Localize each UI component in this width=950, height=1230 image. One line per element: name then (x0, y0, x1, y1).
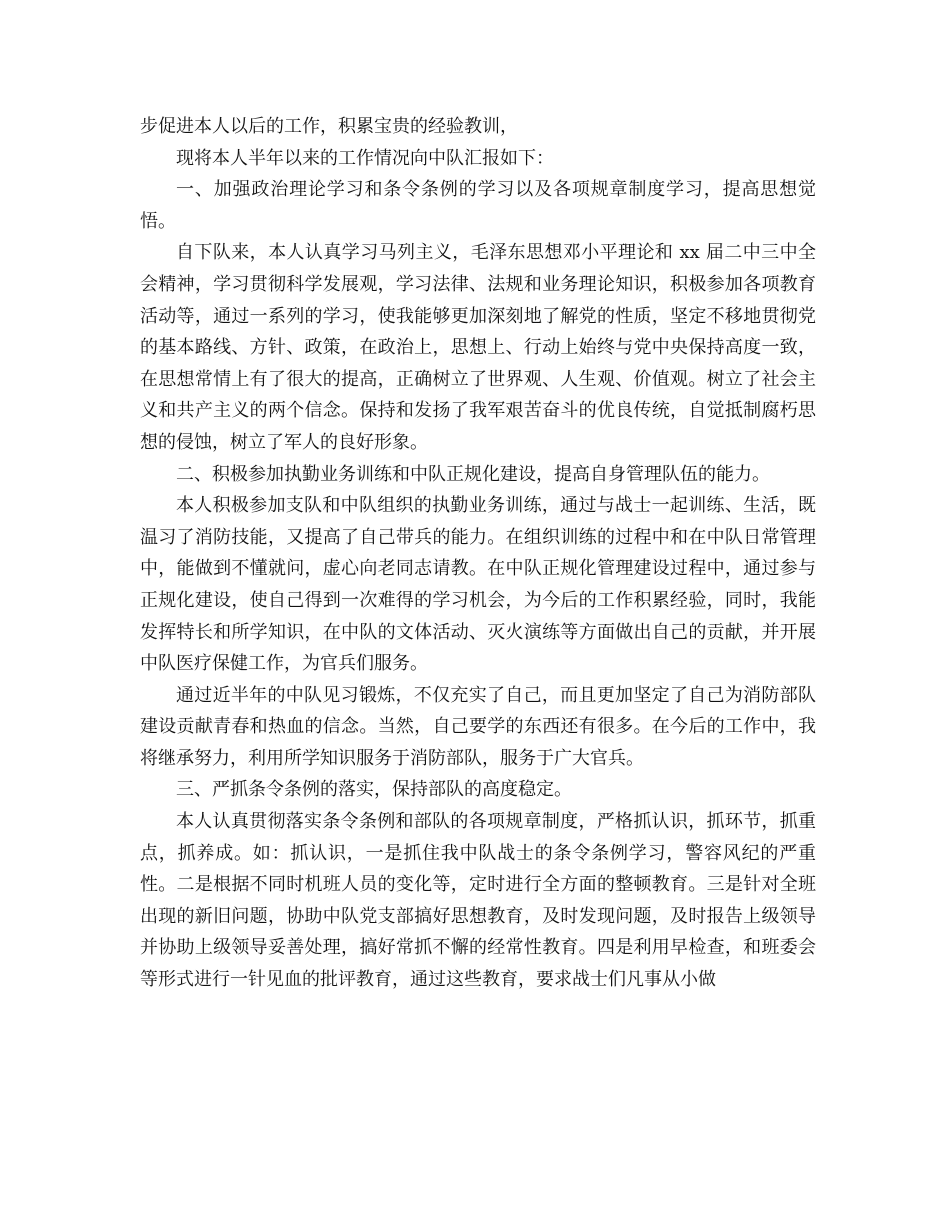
section-heading-1: 一、加强政治理论学习和条令条例的学习以及各项规章制度学习，提高思想觉悟。 (140, 179, 816, 232)
document-body (140, 111, 816, 996)
section-heading-2: 二、积极参加执勤业务训练和中队正规化建设，提高自身管理队伍的能力。 (176, 463, 770, 485)
paragraph-6: 通过近半年的中队见习锻炼，不仅充实了自己，而且更加坚定了自己为消防部队建设贡献青春和热血的信念。当然，自己要学的东西还有很多。在今后的工作中，我将继承努力，利用所学知识服务于消防部队，服务于广大官兵。 (140, 684, 816, 769)
section-heading-3: 三、严抓条令条例的落实，保持部队的高度稳定。 (176, 779, 572, 801)
paragraph-5: 本人积极参加支队和中队组织的执勤业务训练，通过与战士一起训练、生活，既温习了消防技能，又提高了自己带兵的能力。在组织训练的过程中和在中队日常管理中，能做到不懂就问，虚心向老同志请教。在中队正规化管理建设过程中，通过参与正规化建设，使自己得到一次难得的学习机会，为今后的工作积累经验，同时，我能发挥特长和所学知识，在中队的文体活动、灭火演练等方面做出自己的贡献，并开展中队医疗保健工作，为官兵们服务。 (140, 495, 816, 675)
paragraph-0: 步促进本人以后的工作，积累宝贵的经验教训， (140, 116, 518, 137)
paragraph-1: 现将本人半年以来的工作情况向中队汇报如下： (176, 147, 554, 169)
paragraph-3: 自下队来，本人认真学习马列主义，毛泽东思想邓小平理论和 xx 届二中三中全会精神，学习贯彻科学发展观，学习法律、法规和业务理论知识，积极参加各项教育活动等，通过一系列的学习，使我能够更加深刻地了解党的性质，坚定不移地贯彻党的基本路线、方针、政策，在政治上，思想上、行动上始终与党中央保持高度一致，在思想常情上有了很大的提高，正确树立了世界观、人生观、价值观。树立了社会主义和共产主义的两个信念。保持和发扬了我军艰苦奋斗的优良传统，自觉抵制腐朽思想的侵蚀，树立了军人的良好形象。 (140, 242, 816, 453)
paragraph-8: 本人认真贯彻落实条令条例和部队的各项规章制度，严格抓认识，抓环节，抓重点，抓养成。如：抓认识，一是抓住我中队战士的条令条例学习，警容风纪的严重性。二是根据不同时机班人员的变化等，定时进行全方面的整顿教育。三是针对全班出现的新旧问题，协助中队党支部搞好思想教育，及时发现问题，及时报告上级领导并协助上级领导妥善处理，搞好常抓不懈的经常性教育。四是利用早检查，和班委会等形式进行一针见血的批评教育，通过这些教育，要求战士们凡事从小做 (140, 811, 816, 991)
